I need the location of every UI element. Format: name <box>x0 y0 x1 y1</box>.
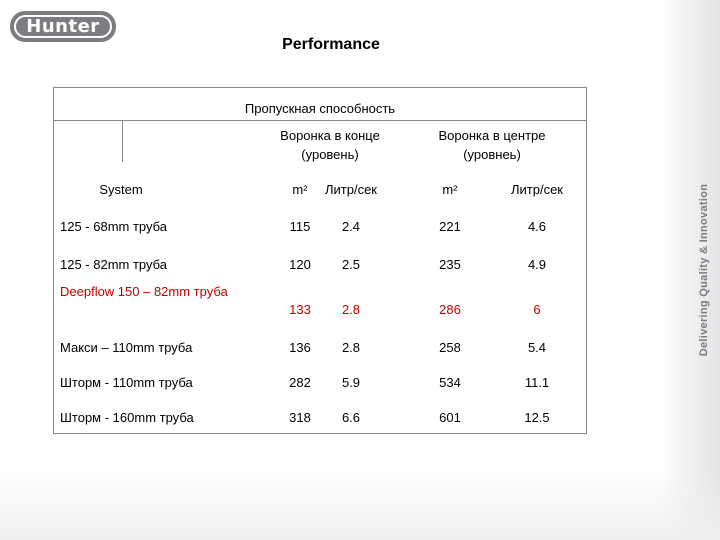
page-title: Performance <box>282 36 380 53</box>
column-header: m² <box>292 182 308 197</box>
row-system-label: Deepflow 150 – 82mm труба <box>60 284 228 299</box>
table-cell: 4.9 <box>527 257 547 272</box>
table-cell: 2.4 <box>341 219 361 234</box>
table-cell: 6.6 <box>341 410 361 425</box>
column-header: Литр/сек <box>510 182 563 197</box>
table-cell: 2.8 <box>341 302 361 317</box>
table-cell: 133 <box>289 302 311 317</box>
tagline: Delivering Quality & Innovation <box>698 183 710 357</box>
table-caption-row <box>54 88 586 121</box>
table-cell: 4.6 <box>527 219 547 234</box>
table-cell: 221 <box>439 219 461 234</box>
group-header-center: Воронка в центре (уровнеь) <box>438 128 546 162</box>
table-cell: 318 <box>289 410 311 425</box>
table-cell: 5.9 <box>341 375 361 390</box>
header-divider <box>122 121 123 162</box>
table-cell: 258 <box>439 340 461 355</box>
table-cell: 601 <box>439 410 461 425</box>
table-cell: 282 <box>289 375 311 390</box>
table-cell: 534 <box>439 375 461 390</box>
table-cell: 5.4 <box>527 340 547 355</box>
table-cell: 12.5 <box>524 410 550 425</box>
table-cell: 120 <box>289 257 311 272</box>
row-system-label: Шторм - 110mm труба <box>60 375 193 390</box>
logo-text: Hunter <box>14 15 112 38</box>
column-header-system: System <box>99 182 143 197</box>
table-cell: 11.1 <box>524 375 550 390</box>
table-cell: 2.5 <box>341 257 361 272</box>
row-system-label: Шторм - 160mm труба <box>60 410 194 425</box>
column-header: Литр/сек <box>324 182 377 197</box>
performance-table <box>53 87 587 434</box>
group-header-end: Воронка в конце (уровень) <box>280 128 380 162</box>
row-system-label: 125 - 82mm труба <box>60 257 168 272</box>
table-caption: Пропускная способность <box>244 101 396 116</box>
table-cell: 115 <box>289 219 311 234</box>
table-cell: 136 <box>289 340 311 355</box>
row-system-label: Макси – 110mm труба <box>60 340 193 355</box>
row-system-label: 125 - 68mm труба <box>60 219 168 234</box>
table-cell: 235 <box>439 257 461 272</box>
column-header: m² <box>442 182 458 197</box>
table-cell: 286 <box>439 302 461 317</box>
side-band <box>662 0 720 540</box>
bottom-fade <box>0 470 720 540</box>
table-cell: 6 <box>533 302 541 317</box>
table-cell: 2.8 <box>341 340 361 355</box>
